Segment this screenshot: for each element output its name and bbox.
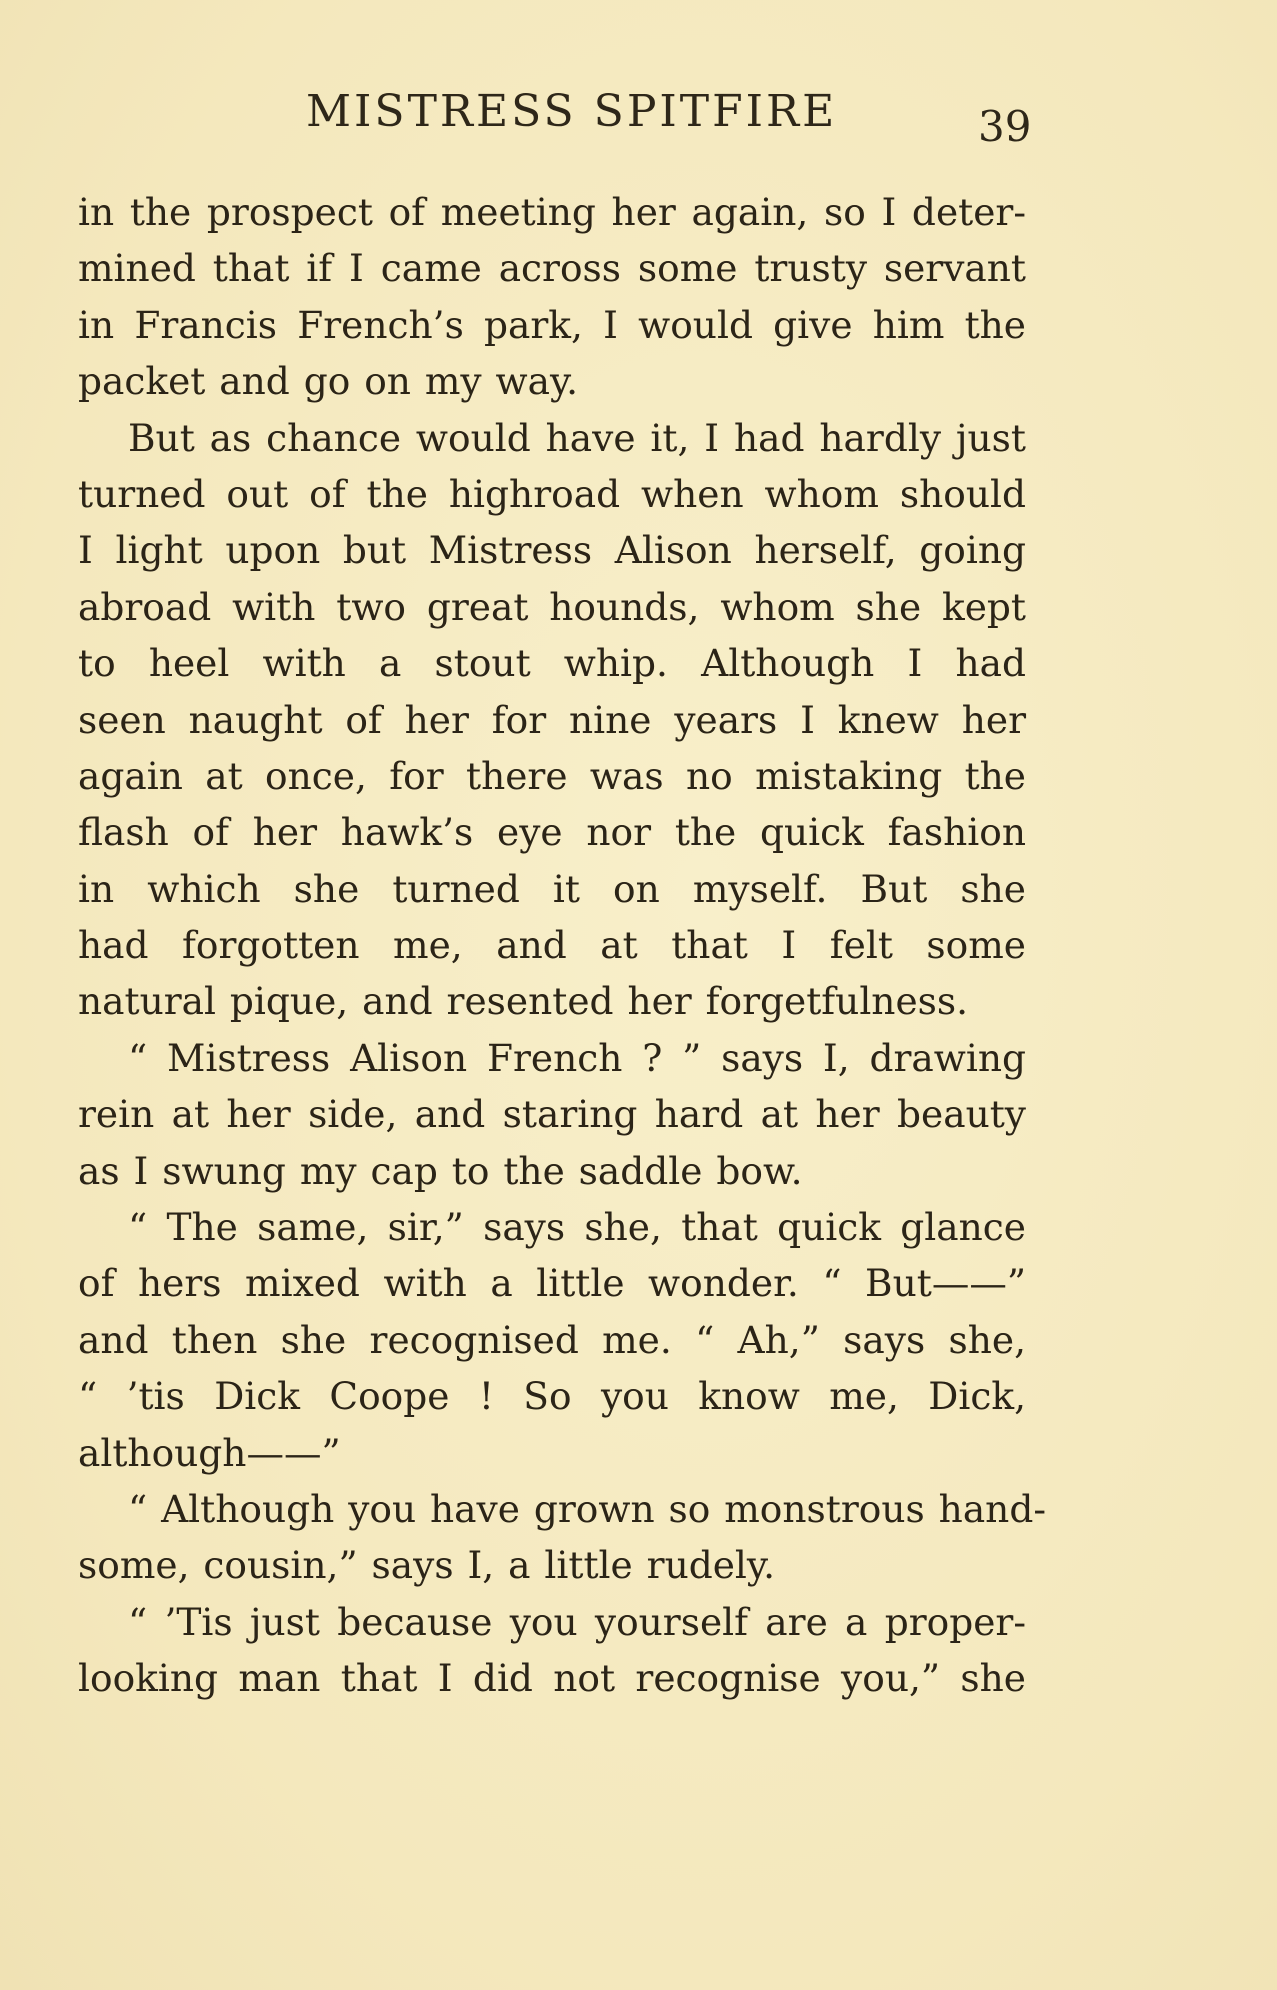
text-line: again at once, for there was no mistaking the: [78, 753, 1026, 798]
text-line: rein at her side, and staring hard at her beauty: [78, 1092, 1026, 1137]
text-line: had forgotten me, and at that I felt some: [78, 923, 1026, 968]
text-line: “ Although you have grown so monstrous hand-: [128, 1486, 1047, 1531]
page-number: 39: [978, 102, 1032, 151]
text-line: in Francis French’s park, I would give him the: [78, 302, 1026, 347]
text-line: in which she turned it on myself. But she: [78, 866, 1026, 911]
text-line: natural pique, and resented her forgetfulness.: [78, 979, 969, 1024]
text-line: seen naught of her for nine years I knew her: [78, 697, 1026, 742]
text-line: packet and go on my way.: [78, 359, 579, 404]
text-line: to heel with a stout whip. Although I had: [78, 641, 1026, 686]
text-line: abroad with two great hounds, whom she kept: [78, 584, 1026, 629]
text-line: mined that if I came across some trusty servant: [78, 246, 1026, 291]
text-line: “ The same, sir,” says she, that quick glance: [128, 1205, 1026, 1250]
text-line: “ ’Tis just because you yourself are a proper-: [128, 1599, 1026, 1644]
running-title: MISTRESS SPITFIRE: [306, 86, 838, 137]
running-head: [0, 86, 1277, 151]
text-line: turned out of the highroad when whom should: [78, 471, 1026, 516]
text-line: some, cousin,” says I, a little rudely.: [78, 1543, 776, 1588]
text-line: But as chance would have it, I had hardly just: [128, 415, 1026, 460]
text-line: “ Mistress Alison French ? ” says I, drawing: [128, 1035, 1026, 1080]
text-line: in the prospect of meeting her again, so I deter-: [78, 190, 1026, 234]
text-line: flash of her hawk’s eye nor the quick fashion: [78, 810, 1026, 855]
text-line: looking man that I did not recognise you,” she: [78, 1656, 1026, 1701]
body-text: [78, 184, 1047, 1707]
text-line: as I swung my cap to the saddle bow.: [78, 1148, 803, 1193]
text-line: although——”: [78, 1430, 341, 1475]
text-line: “ ’tis Dick Coope ! So you know me, Dick,: [78, 1374, 1026, 1419]
text-line: I light upon but Mistress Alison herself, going: [78, 528, 1026, 573]
text-line: of hers mixed with a little wonder. “ But——”: [78, 1261, 1026, 1306]
text-line: and then she recognised me. “ Ah,” says she,: [78, 1317, 1026, 1362]
